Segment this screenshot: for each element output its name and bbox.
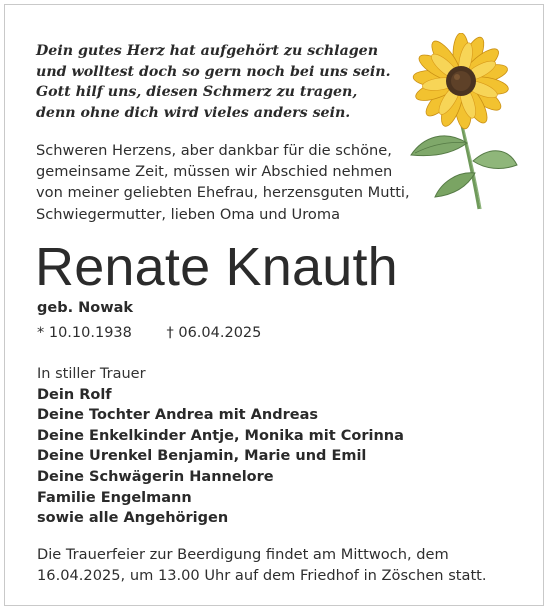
obituary-frame (4, 4, 544, 606)
poem-line: und wolltest doch so gern noch bei uns sein. (36, 63, 391, 80)
intro-line: von meiner geliebten Ehefrau, herzensguten Mutti, (36, 184, 410, 202)
poem-line: Gott hilf uns, diesen Schmerz zu tragen, (36, 84, 358, 101)
mourner-line: Dein Rolf (37, 386, 112, 403)
intro-line: gemeinsame Zeit, müssen wir Abschied nehmen (36, 163, 393, 181)
life-dates (37, 325, 261, 341)
mourner-line: Deine Schwägerin Hannelore (37, 468, 274, 485)
mourner-line: Deine Urenkel Benjamin, Marie und Emil (37, 448, 367, 465)
intro-text (36, 140, 410, 225)
mourner-line: Deine Tochter Andrea mit Andreas (37, 407, 318, 424)
poem (36, 41, 391, 123)
death-date: † 06.04.2025 (166, 325, 262, 341)
service-line: Die Trauerfeier zur Beerdigung findet am Mittwoch, dem (37, 546, 449, 563)
mourner-line: Familie Engelmann (37, 489, 192, 506)
mourner-line: Deine Enkelkinder Antje, Monika mit Corinna (37, 427, 404, 444)
intro-line: Schwiegermutter, lieben Oma und Uroma (36, 205, 341, 223)
poem-line: denn ohne dich wird vieles anders sein. (36, 104, 351, 121)
funeral-service-notice (37, 544, 487, 587)
sunflower-icon (405, 33, 521, 211)
maiden-name: geb. Nowak (37, 300, 134, 316)
mourners-lead: In stiller Trauer (37, 366, 146, 382)
service-line: 16.04.2025, um 13.00 Uhr auf dem Friedhof in Zöschen statt. (37, 567, 487, 585)
birth-date: * 10.10.1938 (37, 325, 132, 341)
mourner-line: sowie alle Angehörigen (37, 510, 229, 527)
deceased-name: Renate Knauth (35, 237, 398, 297)
mourners-list (37, 364, 404, 529)
intro-line: Schweren Herzens, aber dankbar für die schöne, (36, 142, 392, 159)
poem-line: Dein gutes Herz hat aufgehört zu schlagen (36, 43, 379, 59)
